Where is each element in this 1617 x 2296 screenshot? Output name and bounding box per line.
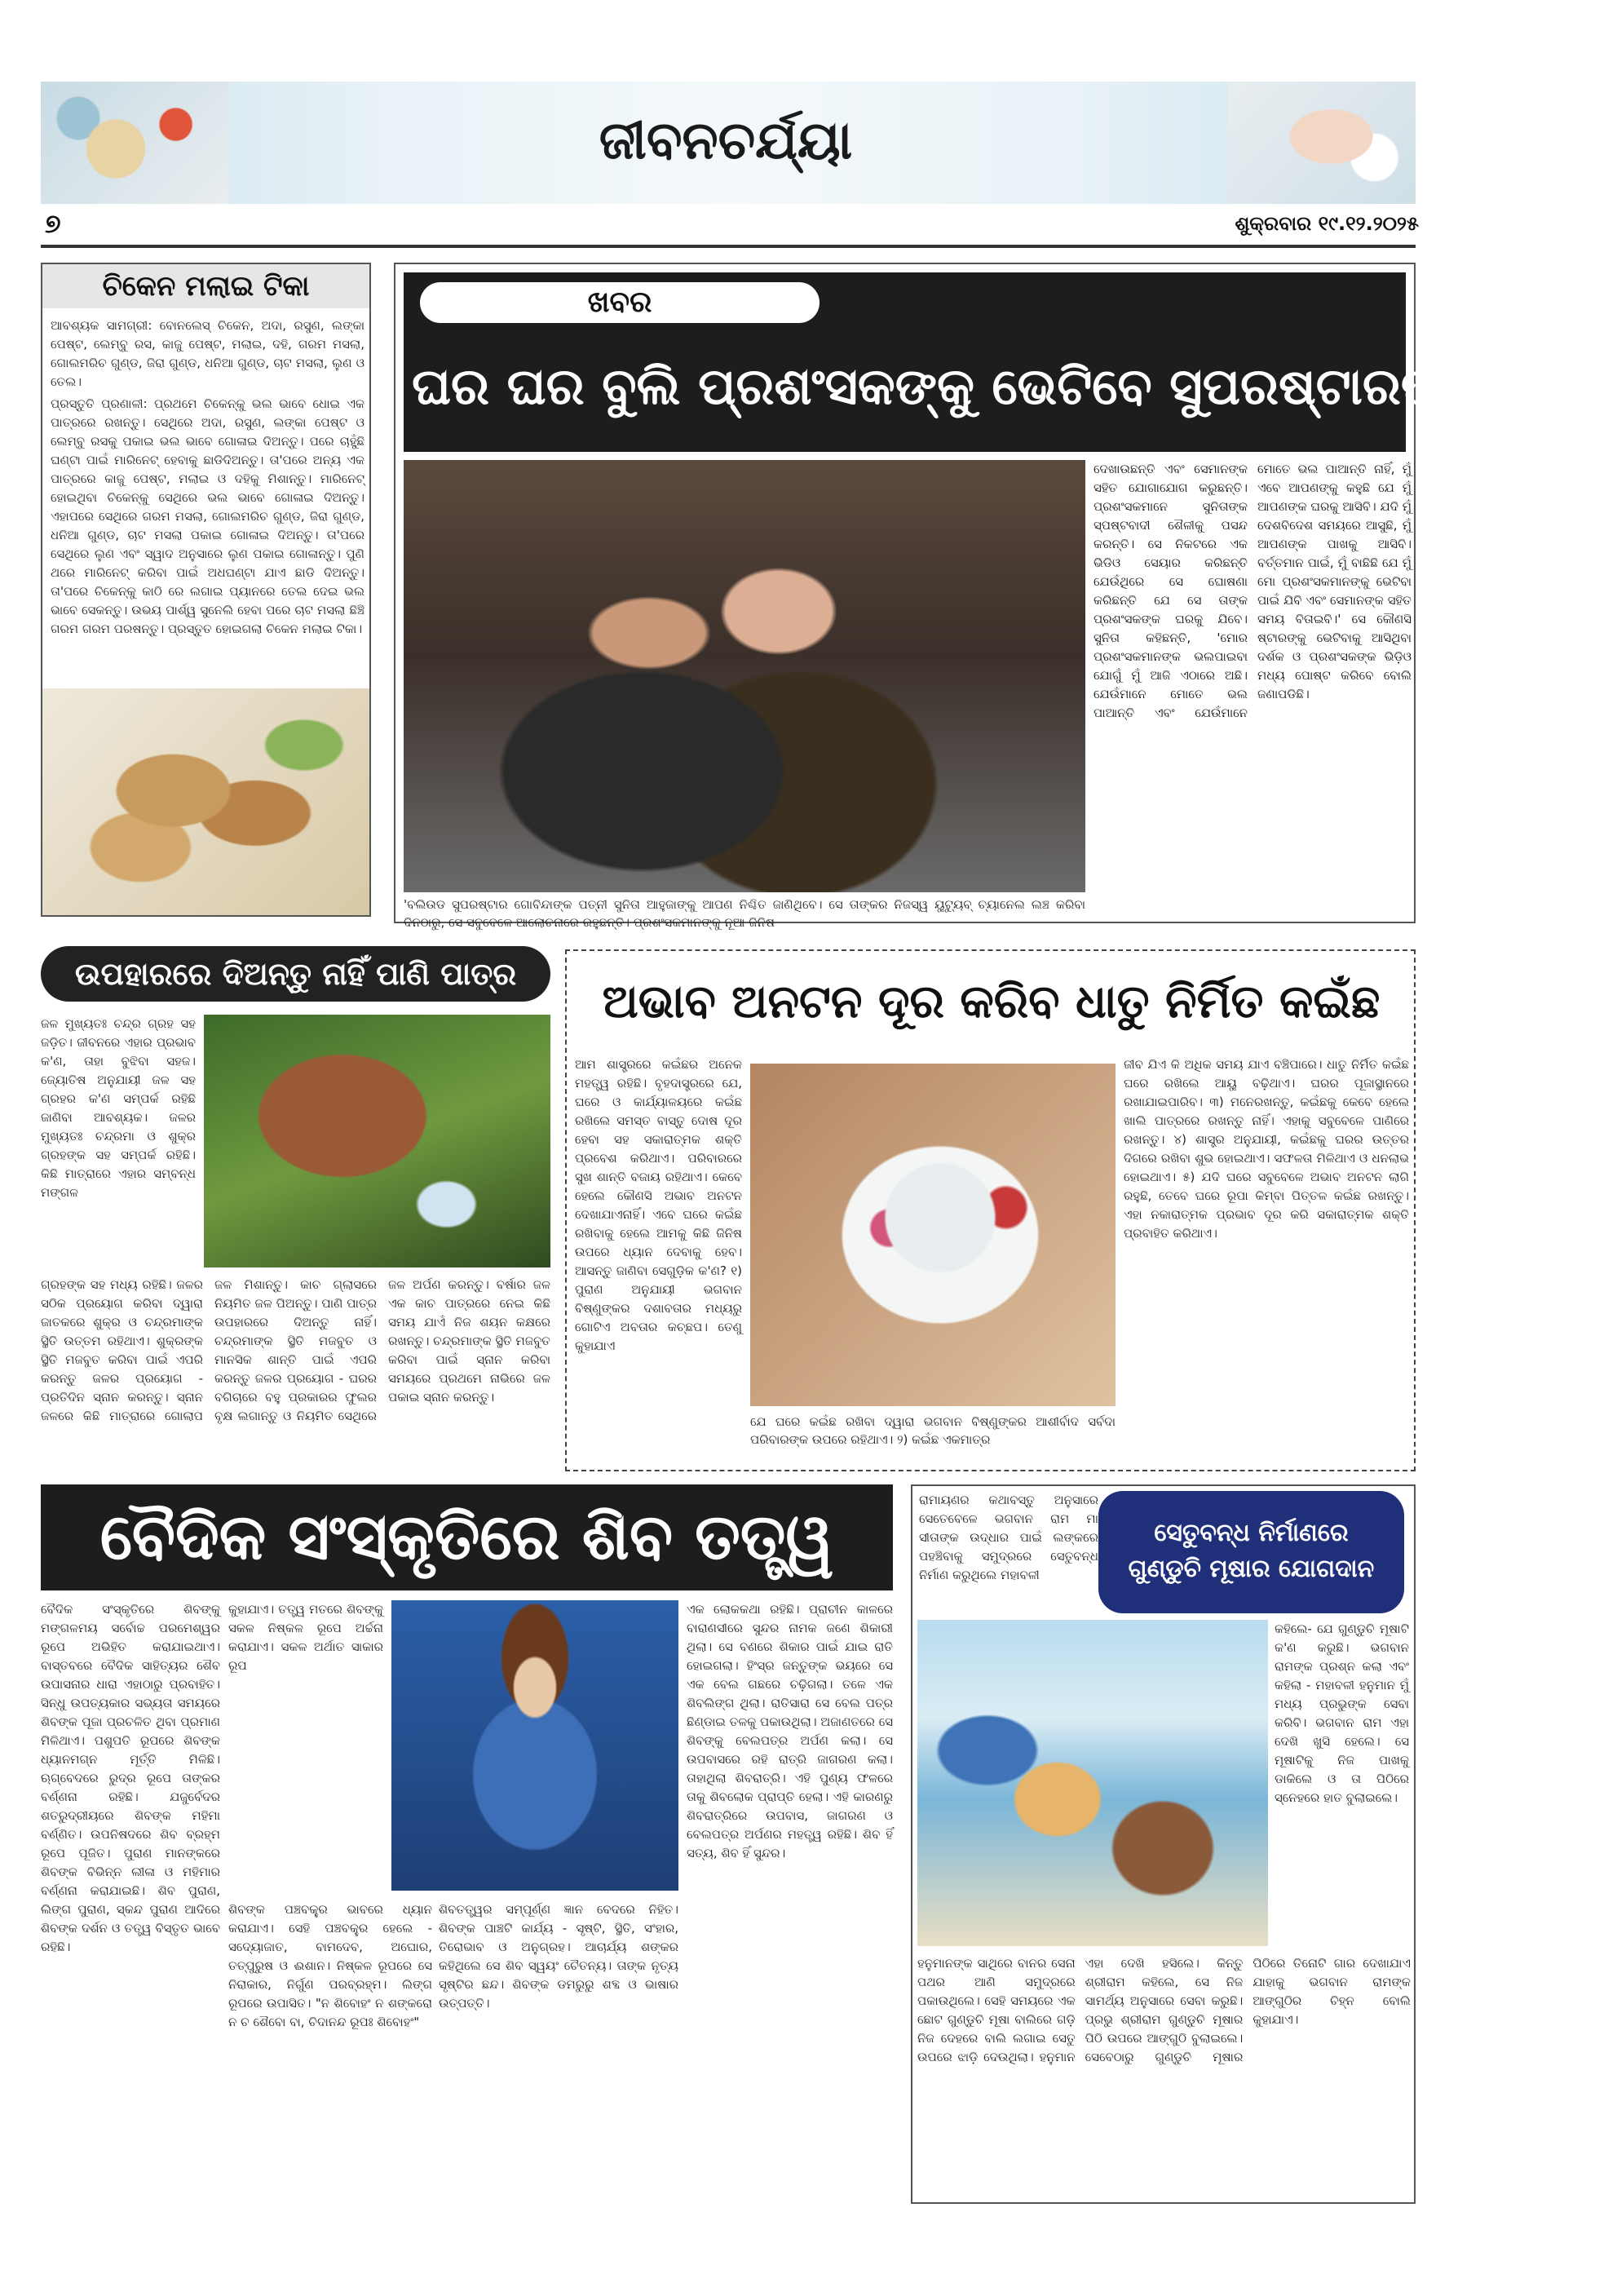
chicken-tikka-photo xyxy=(42,688,369,915)
shiva-body-col2b: ଶିବଙ୍କ ପଞ୍ଚବକ୍ତ୍ର ଭାବରେ ଧ୍ୟାନ କରାଯାଏ। ସେହି ପଞ୍ଚବକ୍ତ୍ର ହେଲେ - ସଦ୍ୟୋଜାତ, ବାମଦେବ, ଅଘୋର, ତତ୍ପୁରୁଷ ଓ ଈଶାନ। ନିଷ୍କଳ ରୂପରେ ସେ ନିରାକାର, ନିର୍ଗୁଣ ପରବ୍ରହ୍ମ। ଲିଙ୍ଗ ରୂପରେ ଉପାସିତ। "ନ ଶିବୋହଂ ନ ଶଙ୍କରୋ ନ ଚ ଶୈବୋ ବା, ଚିଦାନନ୍ଦ ରୂପଃ ଶିବୋହଂ" xyxy=(228,1902,432,2029)
header-divider xyxy=(41,245,1416,248)
lead-banner xyxy=(404,272,1617,452)
tortoise-body-left: ଆମ ଶାସ୍ତ୍ରରେ କଇଁଛର ଅନେକ ମହତ୍ତ୍ୱ ରହିଛି। ବୃହଦାସ୍ତ୍ରରେ ଯେ, ଘରେ ଓ କାର୍ଯ୍ୟାଳୟରେ କଇଁଛ ରଖିଲେ ସମସ୍ତ ବାସ୍ତୁ ଦୋଷ ଦୂର ହେବା ସହ ସକାରାତ୍ମକ ଶକ୍ତି ପ୍ରବେଶ କରିଥାଏ। ପରିବାରରେ ସୁଖ ଶାନ୍ତି ବଜାୟ ରହିଥାଏ। କେବେ ହେଲେ କୌଣସି ଅଭାବ ଅନଟନ ଦେଖାଯାଏନାହିଁ। ଏବେ ଘରେ କଇଁଛ ରଖିବାକୁ ହେଲେ ଆମକୁ କିଛି ଜିନିଷ ଉପରେ ଧ୍ୟାନ ଦେବାକୁ ହେବ। ଆସନ୍ତୁ ଜାଣିବା ସେଗୁଡ଼ିକ କ'ଣ? ୧) ପୁରାଣ ଅନୁଯାୟୀ ଭଗବାନ ବିଷ୍ଣୁଙ୍କର ଦଶାବତାର ମଧ୍ୟରୁ ଗୋଟିଏ ଅବତାର କଚ୍ଛପ। ତେଣୁ କୁହାଯାଏ xyxy=(575,1057,742,1353)
ram-setu-illustration xyxy=(917,1620,1268,1946)
tortoise-body-right: ଜୀବ ଯିଏ କି ଅଧିକ ସମୟ ଯାଏ ବଞ୍ଚିପାରେ। ଧାତୁ ନିର୍ମିତ କଇଁଛ ଘରେ ରଖିଲେ ଆୟୁ ବଢ଼ିଥାଏ। ଘରର ପୂଜାସ୍ଥାନରେ ରଖାଯାଇପାରିବ। ୩) ମନେରଖନ୍ତୁ, କଇଁଛକୁ କେବେ ହେଲେ ଖାଲି ପାତ୍ରରେ ରଖନ୍ତୁ ନାହିଁ। ଏହାକୁ ସବୁବେଳେ ପାଣିରେ ରଖନ୍ତୁ। ୪) ଶାସ୍ତ୍ର ଅନୁଯାୟୀ, କଇଁଛକୁ ଘରର ଉତ୍ତର ଦିଗରେ ରଖିବା ଶୁଭ ହୋଇଥାଏ। ସଫଳତା ମିଳିଥାଏ ଓ ଧନଲାଭ ହୋଇଥାଏ। ୫) ଯଦି ଘରେ ସବୁବେଳେ ଅଭାବ ଅନଟନ ଲାଗି ରହୁଛି, ତେବେ ଘରେ ରୂପା କିମ୍ବା ପିତ୍ତଳ କଇଁଛ ରଖନ୍ତୁ। ଏହା ନକାରାତ୍ମକ ପ୍ରଭାବ ଦୂର କରି ସକାରାତ୍ମକ ଶକ୍ତି ପ୍ରବାହିତ କରିଥାଏ। xyxy=(1124,1057,1409,1241)
section-title: ଜୀବନଚର୍ଯ୍ୟା xyxy=(599,110,853,171)
setubandh-headline xyxy=(1098,1491,1404,1613)
shiva-headline: ବୈଦିକ ସଂସ୍କୃତିରେ ଶିବ ତତ୍ତ୍ୱ xyxy=(41,1484,893,1590)
setubandh-body-side: କହିଲେ- ଯେ ଗୁଣ୍ଡୁଚି ମୂଷାଟି କ'ଣ କରୁଛି। ଭଗବାନ ରାମଙ୍କ ପ୍ରଶ୍ନ କଲା ଏବଂ କହିଲା - ମହାବଳୀ ହନୁମାନ ମୁଁ ମଧ୍ୟ ପ୍ରଭୁଙ୍କ ସେବା କରିବି। ଭଗବାନ ରାମ ଏହା ଦେଖି ଖୁସି ହେଲେ। ସେ ମୂଷାଟିକୁ ନିଜ ପାଖକୁ ଡାକିଲେ ଓ ତା ପିଠିରେ ସ୍ନେହରେ ହାତ ବୁଲାଇଲେ। xyxy=(1275,1621,1409,1805)
setubandh-headline-line1: ସେତୁବନ୍ଧ ନିର୍ମାଣରେ xyxy=(1154,1519,1349,1547)
setubandh-headline-line2: ଗୁଣ୍ଡୁଚି ମୂଷାର ଯୋଗଦାନ xyxy=(1128,1555,1375,1583)
lead-caption: 'ବଲିଉଡ ସୁପରଷ୍ଟାର ଗୋବିନ୍ଦାଙ୍କ ପତ୍ନୀ ସୁନିତା ଆହୁଜାଙ୍କୁ ଆପଣ ନିଶ୍ଚିତ ଜାଣିଥିବେ। ସେ ତାଙ୍କର ନିଜସ୍ୱ ୟୁଟ୍ୟୁବ୍ ଚ୍ୟାନେଲ ଲଞ୍ଚ କରିବା ଦିନଠାରୁ, ସେ ସବୁବେଳେ ଆଲୋଚନାରେ ରହୁଛନ୍ତି। ପ୍ରଶଂସକମାନଙ୍କୁ ନୂଆ ଜିନିଷ xyxy=(404,897,1085,930)
dateline: ଶୁକ୍ରବାର ୧୯.୧୨.୨୦୨୫ xyxy=(1235,212,1419,235)
masthead xyxy=(41,82,1416,204)
tortoise-headline: ଅଭାବ ଅନଟନ ଦୂର କରିବ ଧାତୁ ନିର୍ମିତ କଇଁଛ xyxy=(602,975,1381,1029)
setubandh-intro: ରାମାୟଣର କଥାବସ୍ତୁ ଅନୁସାରେ ସେତେବେଳେ ଭଗବାନ ରାମ ମା ସୀତାଙ୍କ ଉଦ୍ଧାର ପାଇଁ ଲଙ୍କରେ ପହଞ୍ଚିବାକୁ ସମୁଦ୍ରରେ ସେତୁବନ୍ଧ ନିର୍ମାଣ କରୁଥିଲେ ମହାବଳୀ xyxy=(919,1493,1098,1582)
tortoise-article xyxy=(565,949,1416,1471)
lead-article xyxy=(394,263,1617,930)
setubandh-body-bottom: ହନୁମାନଙ୍କ ସାଥିରେ ବାନର ସେନା ପଥର ଆଣି ସମୁଦ୍ରରେ ପକାଉଥିଲେ। ସେହି ସମୟରେ ଏକ ଛୋଟ ଗୁଣ୍ଡୁଚି ମୂଷା ବାଲିରେ ଗଡ଼ି ନିଜ ଦେହରେ ବାଲି ଲଗାଇ ସେତୁ ଉପରେ ଝାଡ଼ି ଦେଉଥିଲା। ହନୁମାନ ଏହା ଦେଖି ହସିଲେ। କିନ୍ତୁ ଶ୍ରୀରାମ କହିଲେ, ସେ ନିଜ ସାମର୍ଥ୍ୟ ଅନୁସାରେ ସେବା କରୁଛି। ପ୍ରଭୁ ଶ୍ରୀରାମ ଗୁଣ୍ଡୁଚି ମୂଷାର ପିଠି ଉପରେ ଆଙ୍ଗୁଠି ବୁଲାଇଲେ। ସେବେଠାରୁ ଗୁଣ୍ଡୁଚି ମୂଷାର ପିଠିରେ ତିନୋଟି ଗାର ଦେଖାଯାଏ ଯାହାକୁ ଭଗବାନ ରାମଙ୍କ ଆଙ୍ଗୁଠିର ଚିହ୍ନ ବୋଲି କୁହାଯାଏ। xyxy=(917,1956,1411,2064)
masthead-food-image xyxy=(41,82,228,204)
water-pot-photo xyxy=(204,1015,550,1267)
recipe-article xyxy=(41,263,371,917)
setubandh-article xyxy=(911,1484,1416,2204)
lead-body: ଦେଖାଉଛନ୍ତି ଏବଂ ସେମାନଙ୍କ ସହିତ ଯୋଗାଯୋଗ କରୁଛନ୍ତି। ପ୍ରଶଂସକମାନେ ସୁନିତାଙ୍କ ସ୍ପଷ୍ଟବାଦୀ ଶୈଳୀକୁ ପସନ୍ଦ କରନ୍ତି। ସେ ନିକଟରେ ଏକ ଭିଡିଓ ସେୟାର କରିଛନ୍ତି ଯେଉଁଥିରେ ସେ ଘୋଷଣା କରିଛନ୍ତି ଯେ ସେ ତାଙ୍କ ପ୍ରଶଂସକଙ୍କ ଘରକୁ ଯିବେ। ସୁନିତା କହିଛନ୍ତି, 'ମୋର ପ୍ରଶଂସକମାନଙ୍କ ଭଲପାଇବା ଯୋଗୁଁ ମୁଁ ଆଜି ଏଠାରେ ଅଛି। ଯେଉଁମାନେ ମୋତେ ଭଲ ପାଆନ୍ତି ଏବଂ ଯେଉଁମାନେ ମୋତେ ଭଲ ପାଆନ୍ତି ନାହିଁ, ମୁଁ ଏବେ ଆପଣଙ୍କୁ କହୁଛି ଯେ ମୁଁ ଆପଣଙ୍କ ଘରକୁ ଆସିବି। ଯଦି ମୁଁ ଦେଶବିଦେଶ ସମୟରେ ଆସୁଛି, ମୁଁ ଆପଣଙ୍କ ପାଖକୁ ଆସିବି। ବର୍ତ୍ତମାନ ପାଇଁ, ମୁଁ ବାଛିଛି ଯେ ମୁଁ ମୋ ପ୍ରଶଂସକମାନଙ୍କୁ ଭେଟିବା ପାଇଁ ଯିବି ଏବଂ ସେମାନଙ୍କ ସହିତ ସମୟ ବିତାଇବି।' ସେ କୌଣସି ଷ୍ଟାରଙ୍କୁ ଭେଟିବାକୁ ଆସିଥିବା ଦର୍ଶକ ଓ ପ୍ରଶଂସକଙ୍କ ଭିଡ଼ିଓ ମଧ୍ୟ ପୋଷ୍ଟ କରିବେ ବୋଲି ଜଣାପଡିଛି। xyxy=(1093,462,1412,720)
news-tag: ଖବର xyxy=(420,282,820,323)
lead-headline: ଘର ଘର ବୁଲି ପ୍ରଶଂସକଙ୍କୁ ଭେଟିବେ ସୁପରଷ୍ଟାରଙ୍କ ପତ୍ନୀ xyxy=(412,356,1617,416)
shiva-body-col3: ଶିବତତ୍ତ୍ୱର ସମ୍ପୂର୍ଣ୍ଣ ଜ୍ଞାନ ବେଦରେ ନିହିତ। ଶିବଙ୍କ ପାଞ୍ଚଟି କାର୍ଯ୍ୟ - ସୃଷ୍ଟି, ସ୍ଥିତି, ସଂହାର, ତିରୋଭାବ ଓ ଅନୁଗ୍ରହ। ଆଚାର୍ଯ୍ୟ ଶଙ୍କର କହିଥିଲେ ସେ ଶିବ ସ୍ୱୟଂ ଚୈତନ୍ୟ। ତାଙ୍କ ନୃତ୍ୟ ସୃଷ୍ଟିର ଛନ୍ଦ। ଶିବଙ୍କ ଡମରୁରୁ ଶବ୍ଦ ଓ ଭାଷାର ଉତ୍ପତ୍ତି। xyxy=(439,1902,678,2011)
lead-photo xyxy=(404,460,1085,892)
crystal-tortoise-photo xyxy=(750,1064,1116,1406)
masthead-beauty-image xyxy=(1228,82,1416,204)
page-number: ୭ xyxy=(45,208,61,239)
shiva-body-col4: ଏକ ଲୋକକଥା ରହିଛି। ପ୍ରାଚୀନ କାଳରେ ବାରାଣସୀରେ ସୁନ୍ଦର ନାମକ ଜଣେ ଶିକାରୀ ଥିଲା। ସେ ବଣରେ ଶିକାର ପାଇଁ ଯାଇ ରାତି ହୋଇଗଲା। ହିଂସ୍ର ଜନ୍ତୁଙ୍କ ଭୟରେ ସେ ଏକ ବେଲ ଗଛରେ ଚଢ଼ିଗଲା। ତଳେ ଏକ ଶିବଲିଙ୍ଗ ଥିଲା। ରାତିସାରା ସେ ବେଲ ପତ୍ର ଛିଣ୍ଡାଇ ତଳକୁ ପକାଉଥିଲା। ଅଜାଣତରେ ସେ ଶିବଙ୍କୁ ବେଲପତ୍ର ଅର୍ପଣ କଲା। ସେ ଉପବାସରେ ରହି ରାତ୍ରି ଜାଗରଣ କଲା। ତାହାଥିଲା ଶିବରାତ୍ରି। ଏହି ପୁଣ୍ୟ ଫଳରେ ତାକୁ ଶିବଲୋକ ପ୍ରାପ୍ତି ହେଲା। ଏହି କାରଣରୁ ଶିବରାତ୍ରିରେ ଉପବାସ, ଜାଗରଣ ଓ ବେଲପତ୍ର ଅର୍ପଣର ମହତ୍ତ୍ୱ ରହିଛି। ଶିବ ହିଁ ସତ୍ୟ, ଶିବ ହିଁ ସୁନ୍ଦର। xyxy=(687,1602,893,1860)
shiva-body-col2: କୁହାଯାଏ। ତତ୍ତ୍ୱ ମତରେ ଶିବଙ୍କୁ ସକଳ ନିଷ୍କଳ ରୂପେ ଅର୍ଚ୍ଚନା କରାଯାଏ। ସକଳ ଅର୍ଥାତ ସାକାର ରୂପ xyxy=(228,1602,383,1673)
gift-intro: ଜଳ ମୁଖ୍ୟତଃ ଚନ୍ଦ୍ର ଗ୍ରହ ସହ ଜଡ଼ିତ। ଜୀବନରେ ଏହାର ପ୍ରଭାବ କ'ଣ, ତାହା ବୁଝିବା ସହଜ। ଜ୍ୟୋତିଷ ଅନୁଯାୟୀ ଜଳ ସହ ଗ୍ରହର କ'ଣ ସମ୍ପର୍କ ରହିଛି ଜାଣିବା ଆବଶ୍ୟକ। ଜଳର ମୁଖ୍ୟତଃ ଚନ୍ଦ୍ରମା ଓ ଶୁକ୍ର ଗ୍ରହଙ୍କ ସହ ସମ୍ପର୍କ ରହିଛି। କିଛି ମାତ୍ରାରେ ଏହାର ସମ୍ବନ୍ଧ ମଙ୍ଗଳ xyxy=(41,1016,196,1200)
tortoise-body-mid: ଯେ ଘରେ କଇଁଛ ରଖିବା ଦ୍ୱାରା ଭଗବାନ ବିଷ୍ଣୁଙ୍କର ଆଶୀର୍ବାଦ ସର୍ବଦା ପରିବାରଙ୍କ ଉପରେ ରହିଥାଏ। ୨) କଇଁଛ ଏକମାତ୍ର xyxy=(750,1414,1116,1447)
recipe-ingredients: ଆବଶ୍ୟକ ସାମଗ୍ରୀ: ବୋନଲେସ୍ ଚିକେନ, ଅଦା, ରସୁଣ, ଲଙ୍କା ପେଷ୍ଟ, ଲେମ୍ବୁ ରସ, କାଜୁ ପେଷ୍ଟ, ମଲାଇ, ଦହି, ଗରମ ମସଲା, ଗୋଲମରିଚ ଗୁଣ୍ଡ, ଜିରା ଗୁଣ୍ଡ, ଧନିଆ ଗୁଣ୍ଡ, ଚାଟ ମସଲା, ଲୁଣ ଓ ତେଲ। xyxy=(51,318,364,389)
shiva-body-col1: ବୈଦିକ ସଂସ୍କୃତିରେ ଶିବଙ୍କୁ ମଙ୍ଗଳମୟ ସର୍ବୋଚ୍ଚ ପରମେଶ୍ୱର ରୂପେ ଅଭିହିତ କରାଯାଇଥାଏ। ବାସ୍ତବରେ ବୈଦିକ ସାହିତ୍ୟର ଶୈବ ଉପାସନାର ଧାରା ଏହାଠାରୁ ପ୍ରବାହିତ। ସିନ୍ଧୁ ଉପତ୍ୟକାର ସଭ୍ୟତା ସମୟରେ ଶିବଙ୍କ ପୂଜା ପ୍ରଚଳିତ ଥିବା ପ୍ରମାଣ ମିଳିଥାଏ। ପଶୁପତି ରୂପରେ ଶିବଙ୍କ ଧ୍ୟାନମଗ୍ନ ମୂର୍ତ୍ତି ମିଳିଛି। ଋଗ୍‌ବେଦରେ ରୁଦ୍ର ରୂପେ ତାଙ୍କର ବର୍ଣ୍ଣନା ରହିଛି। ଯଜୁର୍ବେଦର ଶତରୁଦ୍ରୀୟରେ ଶିବଙ୍କ ମହିମା ବର୍ଣ୍ଣିତ। ଉପନିଷଦରେ ଶିବ ବ୍ରହ୍ମ ରୂପେ ପୂଜିତ। ପୁରାଣ ମାନଙ୍କରେ ଶିବଙ୍କ ବିଭିନ୍ନ ଲୀଳା ଓ ମହିମାର ବର୍ଣ୍ଣନା କରାଯାଇଛି। ଶିବ ପୁରାଣ, ଲିଙ୍ଗ ପୁରାଣ, ସ୍କନ୍ଦ ପୁରାଣ ଆଦିରେ ଶିବଙ୍କ ଦର୍ଶନ ଓ ତତ୍ତ୍ୱ ବିସ୍ତୃତ ଭାବେ ରହିଛି। xyxy=(41,1602,220,1954)
gift-headline: ଉପହାରରେ ଦିଅନ୍ତୁ ନାହିଁ ପାଣି ପାତ୍ର xyxy=(41,946,550,1002)
lord-shiva-image xyxy=(391,1600,678,1891)
recipe-method: ପ୍ରସ୍ତୁତି ପ୍ରଣାଳୀ: ପ୍ରଥମେ ଚିକେନ୍‌କୁ ଭଲ ଭାବେ ଧୋଇ ଏକ ପାତ୍ରରେ ରଖନ୍ତୁ। ସେଥିରେ ଅଦା, ରସୁଣ, ଲଙ୍କା ପେଷ୍ଟ ଓ ଲେମ୍ବୁ ରସକୁ ପକାଇ ଭଲ ଭାବେ ଗୋଳାଇ ଦିଅନ୍ତୁ। ପରେ ଚାହୁଁଛି ଘଣ୍ଟା ପାଇଁ ମାରିନେଟ୍ ହେବାକୁ ଛାଡିଦିଅନ୍ତୁ। ତା'ପରେ ଅନ୍ୟ ଏକ ପାତ୍ରରେ କାଜୁ ପେଷ୍ଟ, ମଲାଇ ଓ ଦହିକୁ ମିଶାନ୍ତୁ। ମାରିନେଟ୍ ହୋଇଥିବା ଚିକେନ୍‌କୁ ସେଥିରେ ଭଲ ଭାବେ ଗୋଳାଇ ଦିଅନ୍ତୁ। ଏହାପରେ ସେଥିରେ ଗରମ ମସଲା, ଗୋଲମରିଚ ଗୁଣ୍ଡ, ଜିରା ଗୁଣ୍ଡ, ଧନିଆ ଗୁଣ୍ଡ, ଚାଟ ମସଲା ପକାଇ ଗୋଳାଇ ଦିଅନ୍ତୁ। ତା'ପରେ ସେଥିରେ ଲୁଣ ଏବଂ ସ୍ୱାଦ ଅନୁସାରେ ଲୁଣ ପକାଇ ଗୋଳାନ୍ତୁ। ପୁଣି ଥରେ ମାରିନେଟ୍ କରିବା ପାଇଁ ଅଧଘଣ୍ଟା ଯାଏ ଛାଡି ଦିଅନ୍ତୁ। ତା'ପରେ ଚିକେନ୍‌କୁ କାଠି ରେ ଲଗାଇ ପ୍ୟାନରେ ତେଲ ଦେଇ ଭଲ ଭାବେ ସେକନ୍ତୁ। ଉଭୟ ପାର୍ଶ୍ୱ ସୁନେଲି ହେବା ପରେ ଚାଟ ମସଲା ଛିଞ୍ଚି ଗରମ ଗରମ ପରଷନ୍ତୁ। ପ୍ରସ୍ତୁତ ହୋଇଗଲା ଚିକେନ ମଲାଇ ଟିକା। xyxy=(51,396,364,636)
recipe-title: ଚିକେନ ମଲାଇ ଟିକା xyxy=(42,264,369,308)
gift-body: ଗ୍ରହଙ୍କ ସହ ମଧ୍ୟ ରହିଛି। ଜଳର ସଠିକ ପ୍ରୟୋଗ କରିବା ଦ୍ୱାରା ଜାତକରେ ଶୁକ୍ର ଓ ଚନ୍ଦ୍ରମାଙ୍କ ସ୍ଥିତି ଉତ୍ତମ ରହିଥାଏ। ଶୁକ୍ରଙ୍କ ସ୍ଥିତି ମଜବୁତ କରିବା ପାଇଁ ଏପରି କରନ୍ତୁ ଜଳର ପ୍ରୟୋଗ - ପ୍ରତିଦିନ ସ୍ନାନ କରନ୍ତୁ। ସ୍ନାନ ଜଳରେ କିଛି ମାତ୍ରାରେ ଗୋଲାପ ଜଳ ମିଶାନ୍ତୁ। କାଚ ଗ୍ଲାସରେ ନିୟମିତ ଜଳ ପିଅନ୍ତୁ। ପାଣି ପାତ୍ର ଉପହାରରେ ଦିଅନ୍ତୁ ନାହିଁ। ଚନ୍ଦ୍ରମାଙ୍କ ସ୍ଥିତି ମଜବୁତ ଓ ମାନସିକ ଶାନ୍ତି ପାଇଁ ଏପରି କରନ୍ତୁ ଜଳର ପ୍ରୟୋଗ - ଘରର ବଗିଚାରେ ବହୁ ପ୍ରକାରର ଫୁଲର ବୃକ୍ଷ ଲଗାନ୍ତୁ ଓ ନିୟମିତ ସେଥିରେ ଜଳ ଅର୍ପଣ କରନ୍ତୁ। ବର୍ଷାର ଜଳ ଏକ କାଚ ପାତ୍ରରେ ନେଇ କିଛି ସମୟ ଯାଏଁ ନିଜ ଶୟନ କକ୍ଷରେ ରଖନ୍ତୁ। ଚନ୍ଦ୍ରମାଙ୍କ ସ୍ଥିତି ମଜବୁତ କରିବା ପାଇଁ ସ୍ନାନ କରିବା ସମୟରେ ପ୍ରଥମେ ନାଭିରେ ଜଳ ପକାଇ ସ୍ନାନ କରନ୍ତୁ। xyxy=(41,1277,550,1423)
